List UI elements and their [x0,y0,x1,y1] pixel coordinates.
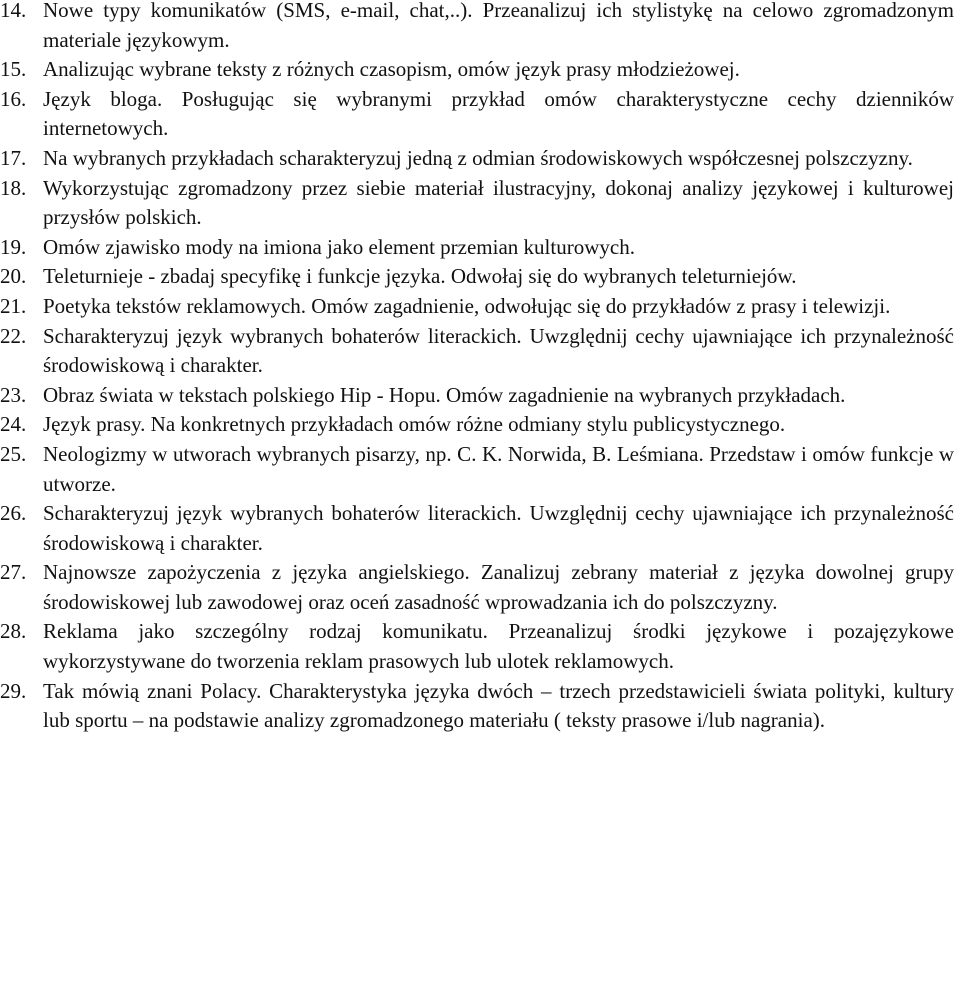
topic-item [0,85,954,144]
topic-text: Analizując wybrane teksty z różnych czasopism, omów język prasy młodzieżowej. [43,57,740,82]
topic-item [0,144,954,174]
topic-number: 22. [0,323,27,348]
topic-item [0,174,954,233]
topic-item [0,677,954,736]
topic-item [0,55,954,85]
topic-number: 16. [0,86,27,111]
topic-number: 19. [0,234,27,259]
topic-text: Najnowsze zapożyczenia z języka angielskiego. Zanalizuj zebrany materiał z języka dowolnej grupy środowiskowej lub zawodowej oraz oceń zasadność wprowadzania ich do polszczyzny. [43,560,954,614]
topic-number: 18. [0,175,27,200]
topic-text: Na wybranych przykładach scharakteryzuj jedną z odmian środowiskowych współczesnej polszczyzny. [43,145,913,170]
topic-item [0,617,954,676]
topic-number: 23. [0,382,27,407]
topic-text: Poetyka tekstów reklamowych. Omów zagadnienie, odwołując się do przykładów z prasy i telewizji. [43,293,891,318]
topic-number: 27. [0,560,27,585]
topic-item [0,292,954,322]
topic-item [0,381,954,411]
topic-item [0,262,954,292]
topic-number: 15. [0,57,27,82]
topic-number: 24. [0,412,27,437]
topic-text: Nowe typy komunikatów (SMS, e-mail, chat,..). Przeanalizuj ich stylistykę na celowo zgromadzonym materiale językowym. [43,0,954,52]
topic-text: Język bloga. Posługując się wybranymi przykład omów charakterystyczne cechy dzienników internetowych. [43,86,954,141]
topic-text: Teleturnieje - zbadaj specyfikę i funkcje języka. Odwołaj się do wybranych teleturniejów. [43,264,797,289]
topic-text: Wykorzystując zgromadzony przez siebie materiał ilustracyjny, dokonaj analizy językowej i kulturowej przysłów polskich. [43,175,954,230]
topic-number: 20. [0,264,27,289]
topic-item [0,322,954,381]
topic-number: 21. [0,293,27,318]
topic-number: 17. [0,145,27,170]
topic-item [0,233,954,263]
topic-text: Scharakteryzuj język wybranych bohaterów literackich. Uwzględnij cechy ujawniające ich przynależność środowiskową i charakter. [43,323,954,378]
topic-text: Obraz świata w tekstach polskiego Hip - Hopu. Omów zagadnienie na wybranych przykładach. [43,382,846,407]
topic-text: Neologizmy w utworach wybranych pisarzy, np. C. K. Norwida, B. Leśmiana. Przedstaw i omów funkcje w utworze. [43,441,954,496]
topic-text: Język prasy. Na konkretnych przykładach omów różne odmiany stylu publicystycznego. [43,412,786,437]
topic-number: 29. [0,678,27,703]
topic-text: Tak mówią znani Polacy. Charakterystyka języka dwóch – trzech przedstawicieli świata polityki, kultury lub sportu – na podstawie analizy zgromadzonego materiału ( teksty prasowe i/lub nagrania). [43,678,954,733]
topic-item [0,499,954,558]
topic-number: 26. [0,501,27,526]
topic-text: Omów zjawisko mody na imiona jako element przemian kulturowych. [43,234,635,259]
topic-item [0,440,954,499]
topic-text: Reklama jako szczególny rodzaj komunikatu. Przeanalizuj środki językowe i pozajęzykowe wykorzystywane do tworzenia reklam prasowych lub ulotek reklamowych. [43,619,954,674]
topic-number: 25. [0,441,27,466]
topic-item [0,410,954,440]
topic-number: 28. [0,619,27,644]
topic-item [0,558,954,617]
topic-text: Scharakteryzuj język wybranych bohaterów literackich. Uwzględnij cechy ujawniające ich przynależność środowiskową i charakter. [43,501,954,555]
topic-number: 14. [0,0,27,22]
topic-item [0,0,954,55]
